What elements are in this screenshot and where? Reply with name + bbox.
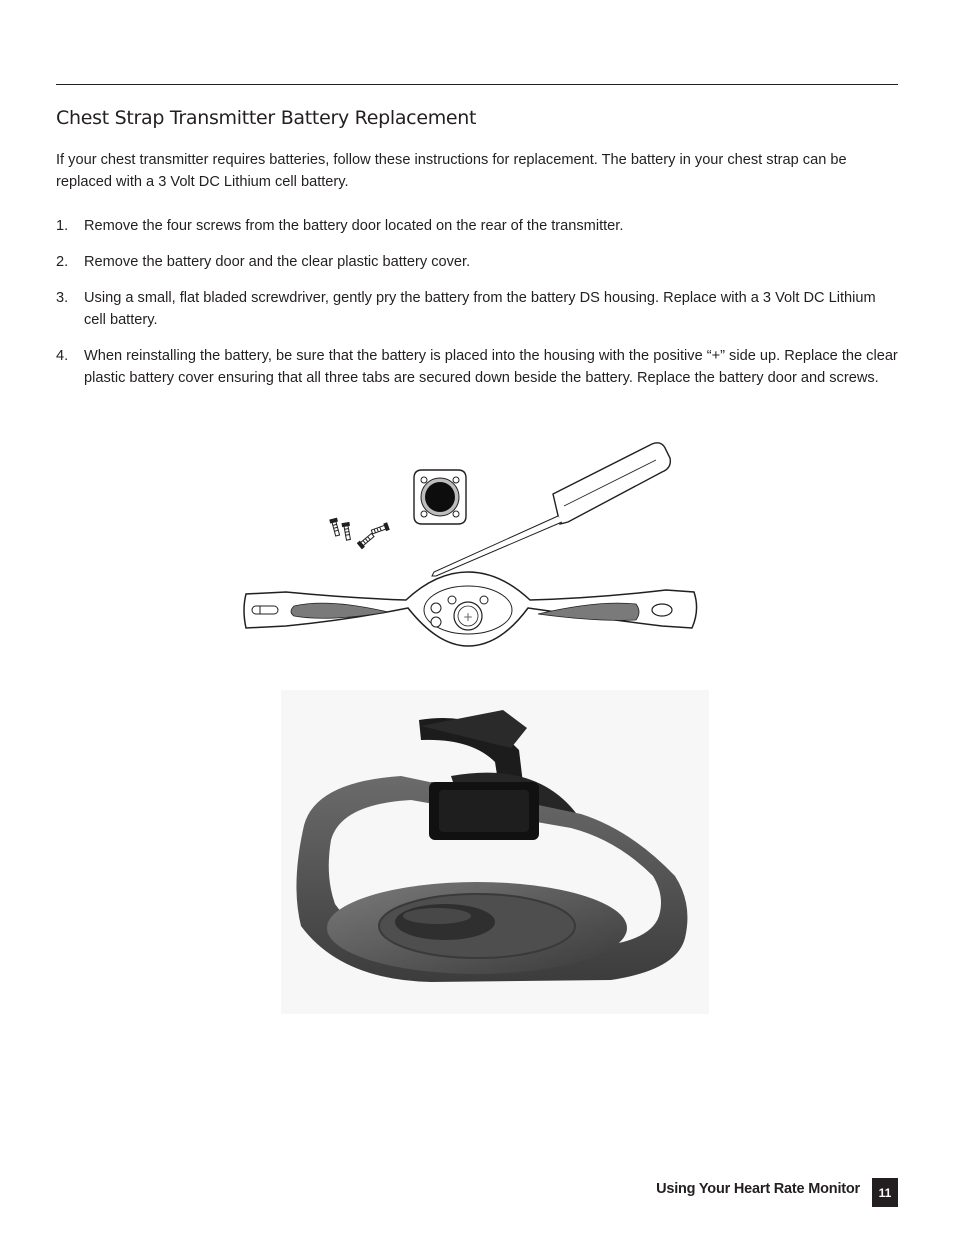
step-text: When reinstalling the battery, be sure that the battery is placed into the housing with the positive “+” side up. Replace the clear plastic battery cover ensuring that all three tabs are secured down beside the battery. Replace the battery door and screws. [84, 348, 898, 386]
header-rule [56, 84, 898, 85]
battery-door-illustration [414, 470, 466, 524]
battery-plus-symbol: + [462, 610, 474, 624]
screws-illustration [330, 518, 389, 548]
footer-section-label: Using Your Heart Rate Monitor [656, 1181, 860, 1197]
step-number: 4. [56, 348, 69, 364]
chest-strap-photo [281, 690, 709, 1014]
chest-strap-illustration [244, 572, 697, 646]
step-text: Using a small, flat bladed screwdriver, gently pry the battery from the battery DS housing. Replace with a 3 Volt DC Lithium cell battery. [84, 290, 876, 328]
instruction-step [56, 215, 898, 237]
step-text: Remove the four screws from the battery door located on the rear of the transmitter. [84, 218, 624, 234]
screwdriver-illustration [432, 443, 670, 576]
instruction-step [56, 251, 898, 273]
intro-paragraph: If your chest transmitter requires batteries, follow these instructions for replacement. The battery in your chest strap can be replaced with a 3 Volt DC Lithium cell battery. [56, 152, 847, 190]
battery-replacement-diagram [238, 440, 700, 650]
step-text: Remove the battery door and the clear plastic battery cover. [84, 254, 471, 270]
step-number: 3. [56, 290, 69, 306]
section-title: Chest Strap Transmitter Battery Replacement [56, 107, 477, 129]
page-number: 11 [872, 1178, 898, 1207]
step-number: 2. [56, 254, 69, 270]
step-number: 1. [56, 218, 69, 234]
instruction-step [56, 287, 898, 331]
instruction-step [56, 345, 898, 389]
instruction-list [56, 215, 898, 403]
